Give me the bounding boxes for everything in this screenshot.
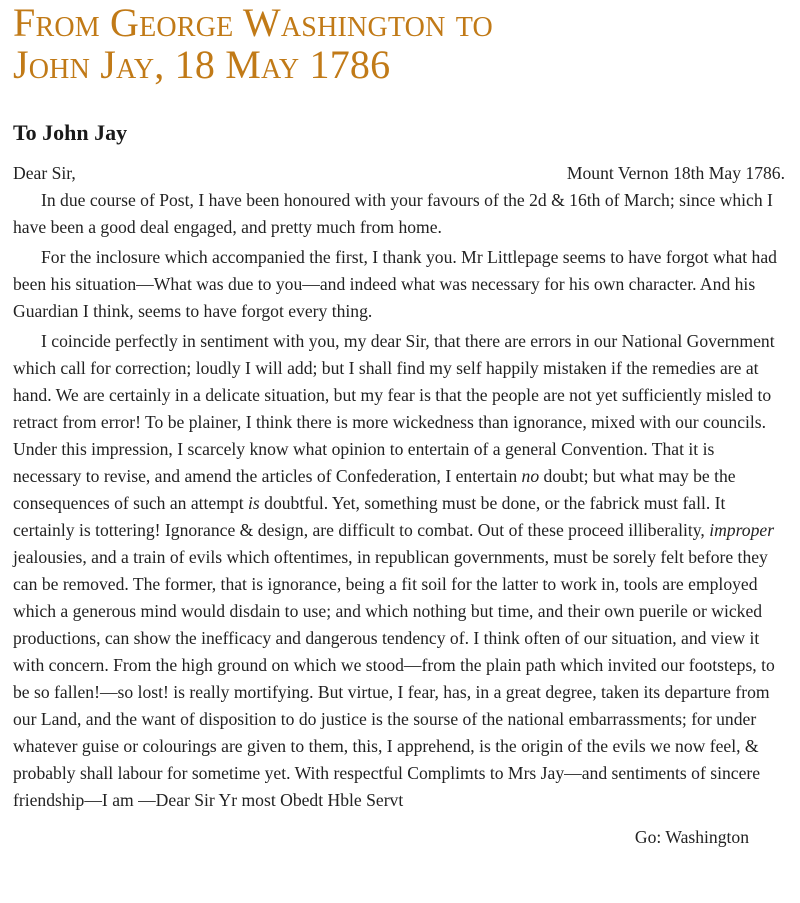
dateline-row — [13, 160, 785, 187]
letter-paragraph-1: In due course of Post, I have been honoured with your favours of the 2d & 16th of March; since which I have been a good deal engaged, and pretty much from home. — [13, 190, 773, 237]
emphasis-no: no — [521, 466, 540, 486]
signature: Go: Washington — [634, 827, 749, 847]
salutation: Dear Sir, — [13, 163, 76, 183]
paragraph-text: jealousies, and a train of evils which oftentimes, in republican governments, must be sorely felt before they can be removed. The former, that is ignorance, being a fit soil for the latter to work in, tools are employed which a generous mind would disdain to use; and which nothing but time, and their own puerile or wicked productions, can show the inefficacy and dangerous tendency of. I think often of our situation, and view it with concern. From the high ground on which we stood—from the plain path which invited our footsteps, to be so fallen!—so lost! is really mortifying. But virtue, I fear, has, in a great degree, taken its departure from our Land, and the want of disposition to do justice is the sourse of the national embarrassments; for under whatever guise or colourings are given to them, this, I apprehend, is the origin of the evils we now feel, & probably shall labour for sometime yet. With respectful Complimts to Mrs Jay—and sentiments of sincere friendship—I am —Dear Sir Yr most Obedt Hble Servt — [13, 547, 775, 810]
page-title-line-2: John Jay, 18 May 1786 — [13, 42, 391, 87]
document-page — [13, 0, 785, 851]
letter-body — [13, 160, 785, 851]
page-title — [13, 2, 785, 86]
paragraph-text: doubtful. Yet, something must be done, or the fabrick must fall. It certainly is tottering! Ignorance & design, are difficult to combat. Out of these proceed illiberality, — [13, 493, 726, 540]
letter-date-place: Mount Vernon 18th May 1786. — [566, 163, 785, 183]
page-title-line-1: From George Washington to — [13, 0, 493, 45]
paragraph-text: doubt; but what may be the consequences of such an attempt — [13, 466, 736, 513]
recipient-heading: To John Jay — [13, 120, 128, 145]
paragraph-text: I coincide perfectly in sentiment with you, my dear Sir, that there are errors in our National Government which call for correction; loudly I will add; but I shall find my self happily mistaken if the remedies are at hand. We are certainly in a delicate situation, but my fear is that the people are not yet sufficiently misled to retract from error! To be plainer, I think there is more wickedness than ignorance, mixed with our councils. Under this impression, I scarcely know what opinion to entertain of a general Convention. That it is necessary to revise, and amend the articles of Confederation, I entertain — [13, 331, 775, 486]
emphasis-improper: improper — [709, 520, 775, 540]
letter-paragraph-3 — [13, 328, 785, 814]
emphasis-is: is — [248, 493, 260, 513]
letter-paragraph-2: For the inclosure which accompanied the first, I thank you. Mr Littlepage seems to have forgot what had been his situation—What was due to you—and indeed what was necessary for his own character. And his Guardian I think, seems to have forgot every thing. — [13, 247, 777, 321]
